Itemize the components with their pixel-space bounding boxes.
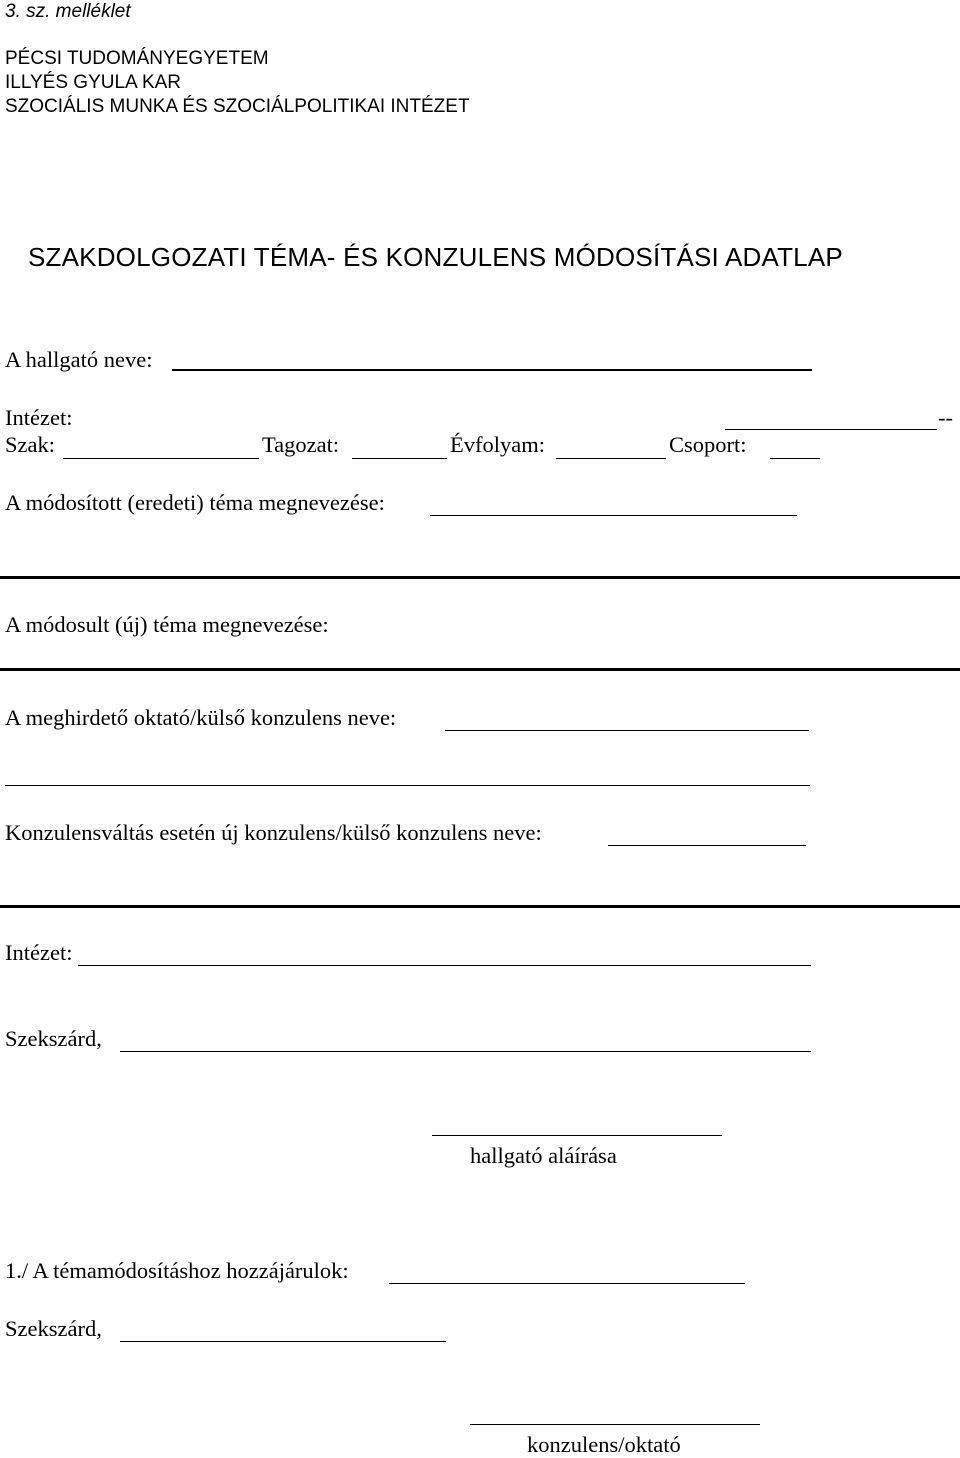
new-advisor-field[interactable] bbox=[608, 824, 806, 846]
original-topic-field[interactable] bbox=[430, 494, 797, 516]
group-field[interactable] bbox=[770, 437, 820, 459]
institute2-label: Intézet: bbox=[5, 940, 73, 965]
student-name-field[interactable] bbox=[172, 349, 812, 371]
mode-field[interactable] bbox=[352, 437, 447, 459]
institute-name: SZOCIÁLIS MUNKA ÉS SZOCIÁLPOLITIKAI INTÉZET bbox=[5, 96, 470, 117]
student-signature-label: hallgató aláírása bbox=[470, 1143, 617, 1168]
new-advisor-label: Konzulensváltás esetén új konzulens/külső konzulens neve: bbox=[5, 820, 542, 845]
place-label: Szekszárd, bbox=[5, 1026, 102, 1051]
new-topic-line bbox=[0, 668, 960, 671]
place2-date-field[interactable] bbox=[120, 1320, 446, 1342]
university-name: PÉCSI TUDOMÁNYEGYETEM bbox=[5, 48, 269, 69]
student-signature-line bbox=[432, 1135, 722, 1136]
major-label: Szak: bbox=[5, 432, 55, 457]
year-label: Évfolyam: bbox=[450, 432, 545, 457]
student-name-label: A hallgató neve: bbox=[5, 347, 153, 372]
major-field[interactable] bbox=[63, 437, 259, 459]
institute-label: Intézet: bbox=[5, 405, 73, 430]
original-topic-line bbox=[0, 576, 960, 579]
new-topic-label: A módosult (új) téma megnevezése: bbox=[5, 612, 329, 637]
advisor-field-line2[interactable] bbox=[5, 764, 810, 786]
advisor-signature-label: konzulens/oktató bbox=[527, 1432, 681, 1457]
faculty-name: ILLYÉS GYULA KAR bbox=[5, 72, 182, 93]
form-title: SZAKDOLGOZATI TÉMA- ÉS KONZULENS MÓDOSÍTÁSI ADATLAP bbox=[28, 242, 843, 272]
institute-field[interactable] bbox=[725, 408, 937, 430]
original-topic-label: A módosított (eredeti) téma megnevezése: bbox=[5, 490, 385, 515]
advisor-label: A meghirdető oktató/külső konzulens neve: bbox=[5, 705, 397, 730]
place2-label: Szekszárd, bbox=[5, 1316, 102, 1341]
consent-label: 1./ A témamódosításhoz hozzájárulok: bbox=[5, 1258, 349, 1283]
institute-dash: -- bbox=[938, 405, 953, 430]
consent-field[interactable] bbox=[389, 1262, 745, 1284]
group-label: Csoport: bbox=[669, 432, 747, 457]
year-field[interactable] bbox=[556, 437, 666, 459]
advisor-signature-line bbox=[470, 1424, 760, 1425]
attachment-label: 3. sz. melléklet bbox=[5, 1, 131, 22]
advisor-field[interactable] bbox=[445, 709, 809, 731]
new-advisor-line bbox=[0, 905, 960, 908]
institute2-field[interactable] bbox=[78, 944, 811, 966]
place-date-field[interactable] bbox=[120, 1030, 811, 1052]
mode-label: Tagozat: bbox=[262, 432, 340, 457]
